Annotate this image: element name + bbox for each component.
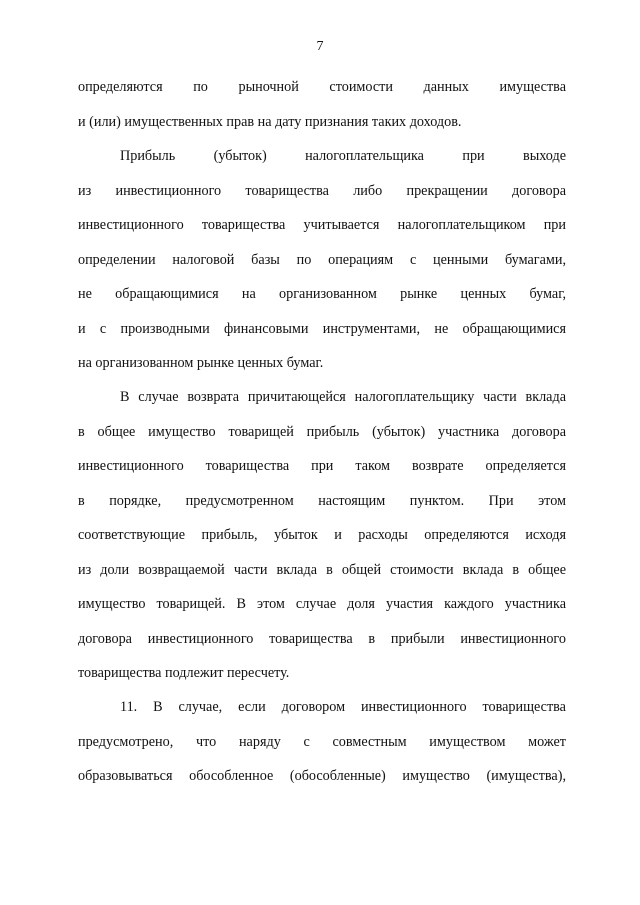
text-line: инвестиционного товарищества при таком возврате определяется — [78, 458, 566, 474]
text-line: имущество товарищей. В этом случае доля участия каждого участника — [78, 596, 566, 612]
text-line: на организованном рынке ценных бумаг. — [78, 355, 324, 371]
text-line: и (или) имущественных прав на дату признания таких доходов. — [78, 113, 462, 130]
paragraph-contribution-return — [78, 380, 566, 691]
text-line: не обращающимися на организованном рынке ценных бумаг, — [78, 286, 566, 302]
text-line: в общее имущество товарищей прибыль (убыток) участника договора — [78, 423, 566, 440]
text-line: и с производными финансовыми инструментами, не обращающимися — [78, 320, 566, 337]
paragraph-profit-on-exit — [78, 139, 566, 381]
text-line: образовываться обособленное (обособленные) имущество (имущества), — [78, 768, 566, 784]
page-number: 7 — [316, 39, 324, 54]
text-line: определяются по рыночной стоимости данных имущества — [78, 79, 566, 95]
paragraph-clause-11 — [78, 690, 566, 794]
text-line: из инвестиционного товарищества либо прекращении договора — [78, 182, 566, 199]
text-line: в порядке, предусмотренном настоящим пунктом. При этом — [78, 492, 566, 509]
text-line: определении налоговой базы по операциям с ценными бумагами, — [78, 251, 566, 268]
text-line: В случае возврата причитающейся налогоплательщику части вклада — [120, 389, 566, 405]
text-line: договора инвестиционного товарищества в прибыли инвестиционного — [78, 630, 566, 647]
text-line: предусмотрено, что наряду с совместным имуществом может — [78, 733, 566, 750]
paragraph-continuation — [78, 70, 566, 139]
text-line: инвестиционного товарищества учитывается налогоплательщиком при — [78, 217, 566, 233]
text-line: Прибыль (убыток) налогоплательщика при выходе — [120, 148, 566, 164]
text-line: 11. В случае, если договором инвестиционного товарищества — [120, 699, 566, 715]
text-line: товарищества подлежит пересчету. — [78, 665, 290, 681]
text-line: соответствующие прибыль, убыток и расходы определяются исходя — [78, 527, 566, 543]
text-line: из доли возвращаемой части вклада в общей стоимости вклада в общее — [78, 561, 566, 578]
